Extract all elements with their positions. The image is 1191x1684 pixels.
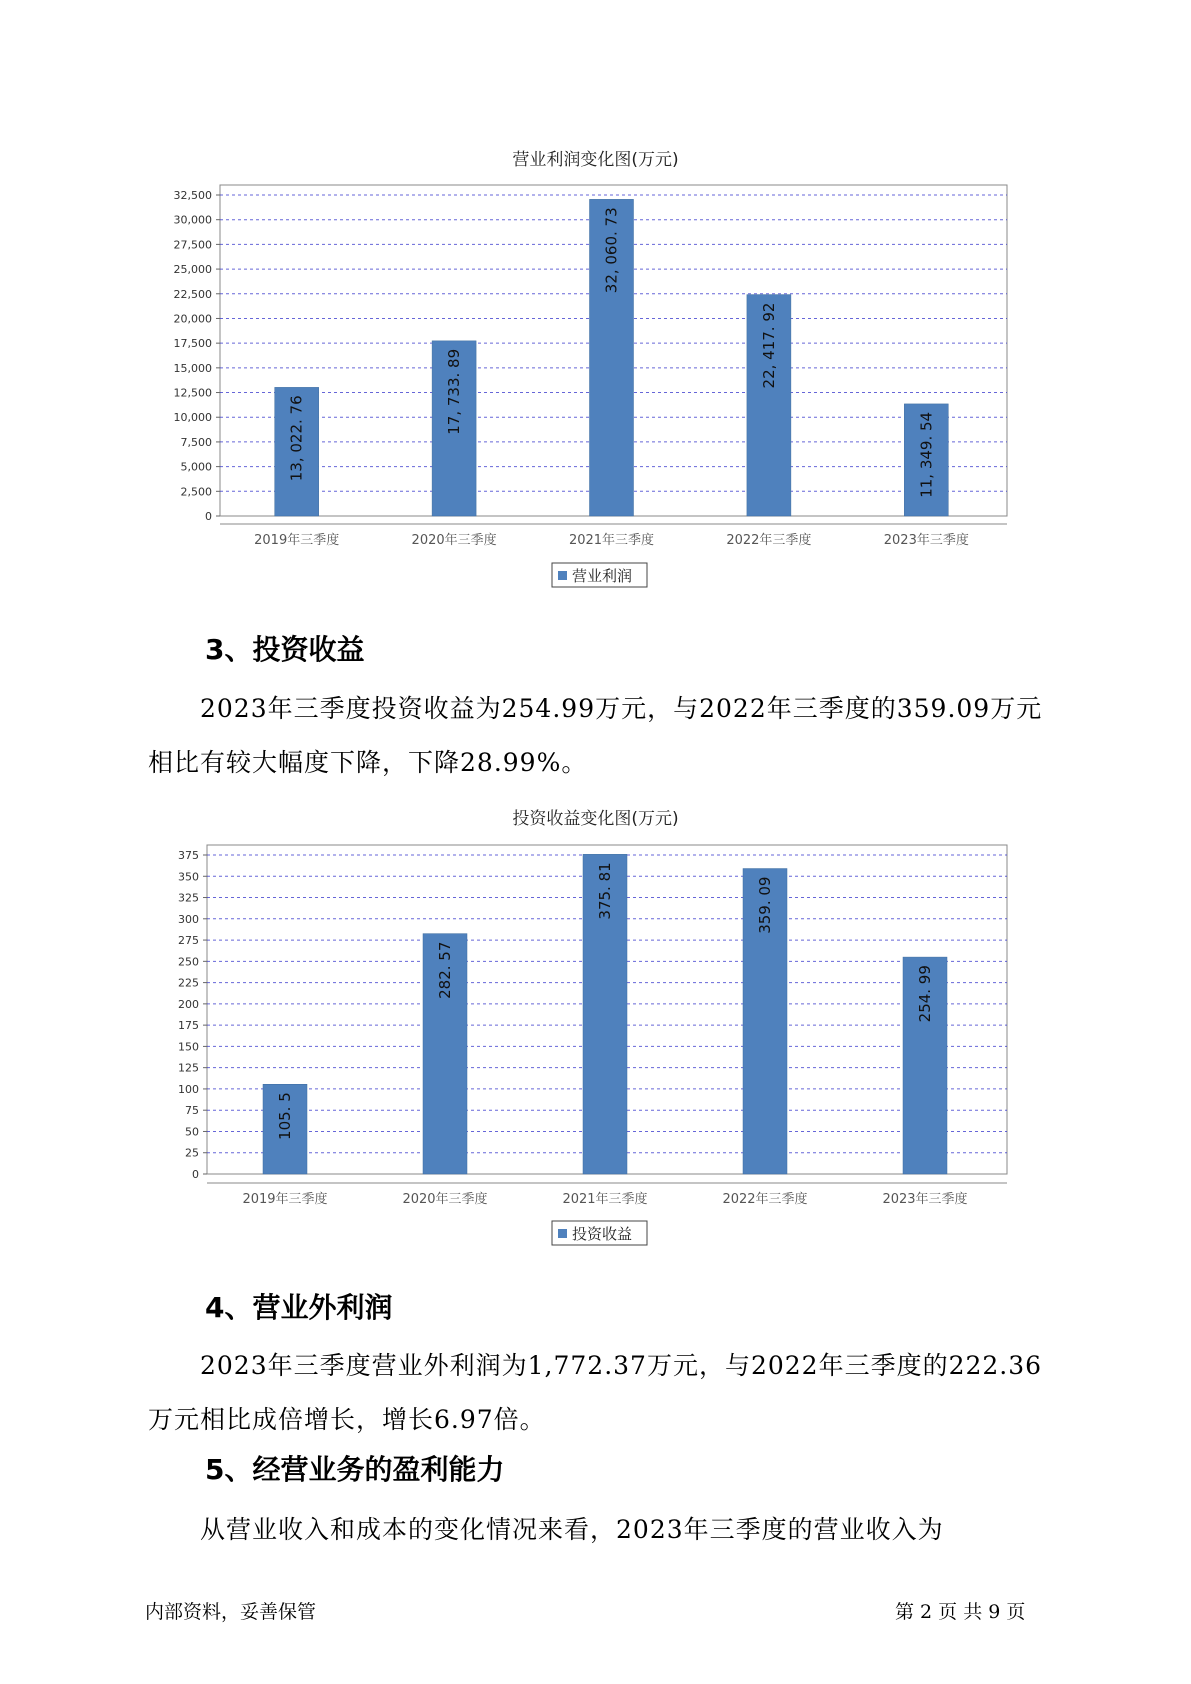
y-tick-label: 15,000 <box>173 361 212 375</box>
x-tick-label: 2023年三季度 <box>883 533 969 548</box>
y-tick-label: 225 <box>178 976 199 990</box>
y-tick-label: 300 <box>178 912 199 926</box>
x-tick-label: 2020年三季度 <box>402 1192 488 1207</box>
data-label: 22, 417. 92 <box>759 302 778 389</box>
section-text-profitability: 从营业收入和成本的变化情况来看，2023年三季度的营业收入为 <box>200 1515 944 1544</box>
y-tick-label: 125 <box>178 1061 199 1075</box>
data-label: 32, 060. 73 <box>602 207 621 294</box>
data-label: 282. 57 <box>436 941 454 999</box>
y-tick-label: 25,000 <box>173 263 212 277</box>
data-label: 254. 99 <box>916 965 934 1023</box>
y-tick-label: 50 <box>185 1125 199 1139</box>
section-text-investment-income: 2023年三季度投资收益为254.99万元，与2022年三季度的359.09万元相比有较大幅度下降，下降28.99%。 <box>148 694 1043 777</box>
y-tick-label: 30,000 <box>173 213 212 227</box>
y-tick-label: 2,500 <box>180 485 212 499</box>
y-tick-label: 25 <box>185 1146 199 1160</box>
data-label: 17, 733. 89 <box>445 348 464 435</box>
x-tick-label: 2022年三季度 <box>722 1192 808 1207</box>
section-text-non-operating-profit: 2023年三季度营业外利润为1,772.37万元，与2022年三季度的222.36万元相比成倍增长，增长6.97倍。 <box>148 1351 1043 1434</box>
chart-title-investment-income: 投资收益变化图(万元) <box>512 809 679 829</box>
data-label: 11, 349. 54 <box>917 411 936 498</box>
y-tick-label: 7,500 <box>180 435 212 449</box>
legend-swatch <box>558 1229 567 1238</box>
y-tick-label: 250 <box>178 955 199 969</box>
section-heading-non-operating-profit: 4、营业外利润 <box>205 1291 393 1324</box>
x-tick-label: 2021年三季度 <box>562 1192 648 1207</box>
x-tick-label: 2020年三季度 <box>411 533 497 548</box>
y-tick-label: 75 <box>185 1104 199 1118</box>
footer-confidential-note: 内部资料，妥善保管 <box>145 1601 317 1623</box>
y-tick-label: 375 <box>178 849 199 862</box>
y-tick-label: 350 <box>178 870 199 884</box>
x-tick-label: 2019年三季度 <box>242 1192 328 1207</box>
y-tick-label: 200 <box>178 997 199 1011</box>
data-label: 359. 09 <box>756 876 774 934</box>
section-heading-investment-income: 3、投资收益 <box>205 633 365 666</box>
data-label: 105. 5 <box>276 1092 294 1140</box>
data-label: 13, 022. 76 <box>287 395 306 482</box>
x-tick-label: 2023年三季度 <box>882 1192 968 1207</box>
y-tick-label: 5,000 <box>180 460 212 474</box>
y-tick-label: 17,500 <box>173 337 212 351</box>
y-tick-label: 10,000 <box>173 411 212 425</box>
y-tick-label: 100 <box>178 1082 199 1096</box>
x-tick-label: 2019年三季度 <box>254 533 340 548</box>
x-tick-label: 2022年三季度 <box>726 533 812 548</box>
y-tick-label: 275 <box>178 934 199 948</box>
y-tick-label: 32,500 <box>173 189 212 202</box>
x-tick-label: 2021年三季度 <box>568 533 655 548</box>
y-tick-label: 27,500 <box>173 238 212 252</box>
y-tick-label: 0 <box>192 1168 199 1181</box>
y-tick-label: 175 <box>178 1019 199 1033</box>
y-tick-label: 20,000 <box>173 312 212 326</box>
legend-label: 投资收益 <box>572 1225 633 1243</box>
footer-page-number: 第 2 页 共 9 页 <box>895 1601 1026 1623</box>
y-tick-label: 22,500 <box>173 287 212 301</box>
y-tick-label: 0 <box>205 510 212 523</box>
y-tick-label: 325 <box>178 891 199 905</box>
chart-title-operating-profit: 营业利润变化图(万元) <box>512 150 679 170</box>
section-heading-profitability: 5、经营业务的盈利能力 <box>205 1453 505 1486</box>
y-tick-label: 12,500 <box>173 386 212 400</box>
legend-label: 营业利润 <box>572 567 633 585</box>
y-tick-label: 150 <box>178 1040 199 1054</box>
data-label: 375. 81 <box>596 862 614 920</box>
